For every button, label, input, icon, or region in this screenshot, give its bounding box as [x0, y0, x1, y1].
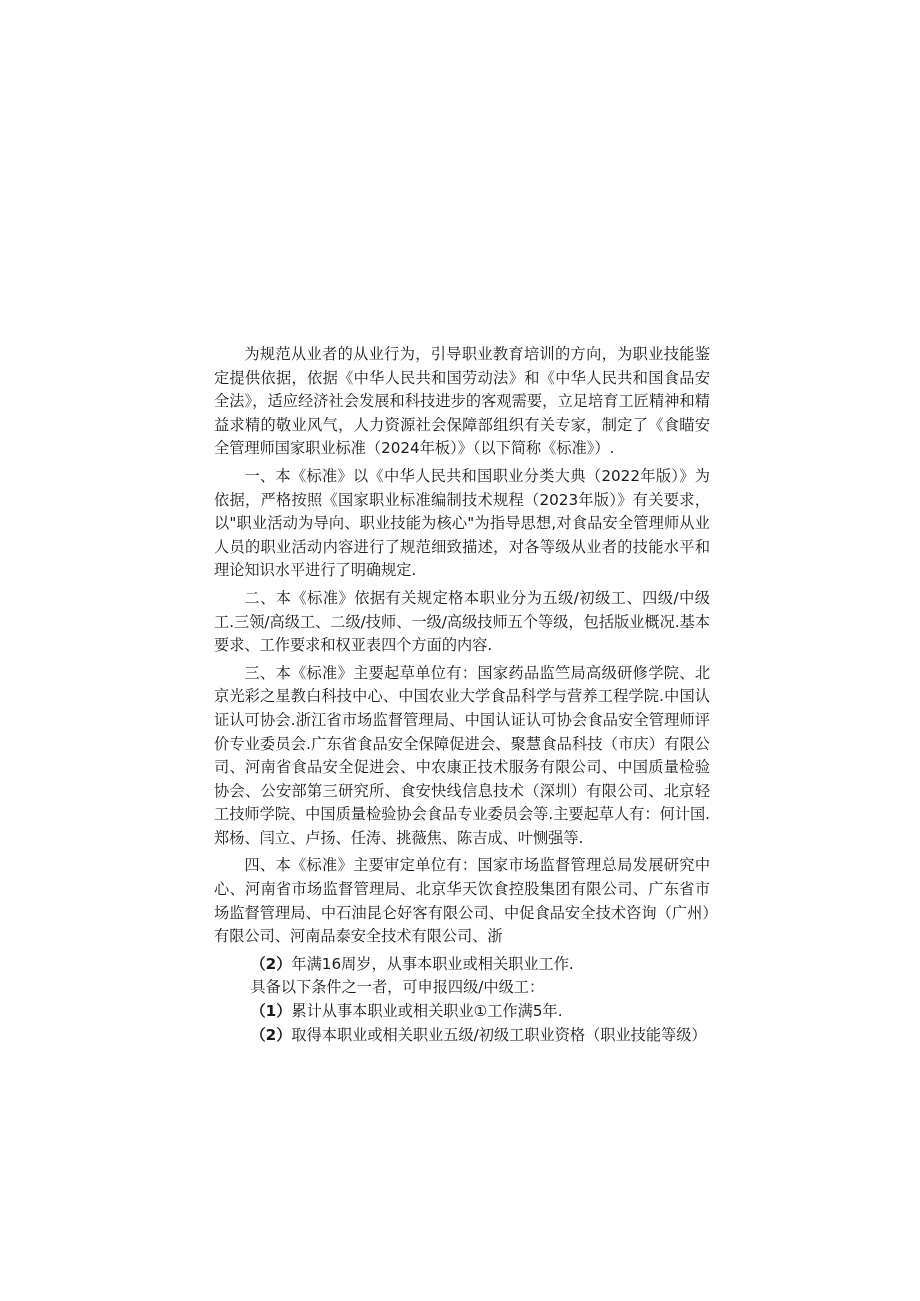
- list-number: （2）: [250, 954, 292, 973]
- list-line: [214, 1024, 710, 1048]
- paragraph-item-4: 四、本《标准》主要审定单位有：国家市场监督管理总局发展研究中心、河南省市场监督管理局、北京华天饮食控股集团有限公司、广东省市场监督管理局、中石油昆仑好客有限公司、中促食品安全技术咨询（广州）有限公司、河南品泰安全技术有限公司、浙: [214, 856, 710, 946]
- paragraph-intro: 为规范从业者的从业行为，引导职业教育培训的方向，为职业技能鉴定提供依据，依据《中华人民共和国劳动法》和《中华人民共和国食品安全法》，适应经济社会发展和科技进步的客观需要，立足培育工匠精神和精益求精的敬业风气，人力资源社会保障部组织有关专家，制定了《食瞄安全管理师国家职业标准（2024年板）》（以下简称《标准》）.: [214, 345, 710, 458]
- list-text: 具备以下条件之一者，可申报四级/中级工：: [250, 978, 545, 997]
- list-text: 取得本职业或相关职业五级/初级工职业资格（职业技能等级）: [291, 1025, 707, 1044]
- list-text: 年满16周岁，从事本职业或相关职业工作.: [291, 954, 574, 973]
- list-line: [214, 1000, 710, 1024]
- list-line: [214, 976, 710, 1000]
- paragraph-item-3: 三、本《标准》主要起草单位有：国家药品监竺局高级研修学院、北京光彩之星教白科技中心、中国农业大学食品科学与营养工程学院.中国认证认可协会.浙江省市场监督管理局、中国认证认可协会食品安全管理师评价专业委员会.广东省食品安全保障促进会、聚慧食品科技（市庆）有限公司、河南省食品安全促进会、中农康正技术服务有限公司、中国质量检验协会、公安部第三研究所、食安快线信息技术（深圳）有限公司、北京轻工技师学院、中国质量检验协会食品专业委员会等.主要起草人有：何计国.郑杨、闫立、卢扬、任涛、挑薇焦、陈吉成、叶恻强等.: [214, 663, 710, 847]
- list-number: （1）: [250, 1002, 292, 1021]
- list-text: 累计从事本职业或相关职业①工作满5年.: [291, 1002, 563, 1021]
- list-number: （2）: [250, 1025, 292, 1044]
- requirements-list: [214, 953, 710, 1047]
- list-line: [214, 953, 710, 977]
- paragraph-item-1: 一、本《标准》以《中华人民共和国职业分类大典（2022年版）》为依据，严格按照《国家职业标准编制技术规程（2023年版）》有关要求，以"职业活动为导向、职业技能为核心"为指导思想,对食品安全管理师从业人员的职业活动内容进行了规范细致描述，对各等级从业者的技能水平和理论知识水平进行了明确规定.: [214, 466, 710, 580]
- paragraph-item-2: 二、本《标准》依据有关规定格本职业分为五级/初级工、四级/中级工.三领/高级工、二级/技师、一级/高级技师五个等级，包括版业概况.基本要求、工作要求和权亚表四个方面的内容.: [214, 588, 710, 655]
- document-body: [214, 343, 710, 1047]
